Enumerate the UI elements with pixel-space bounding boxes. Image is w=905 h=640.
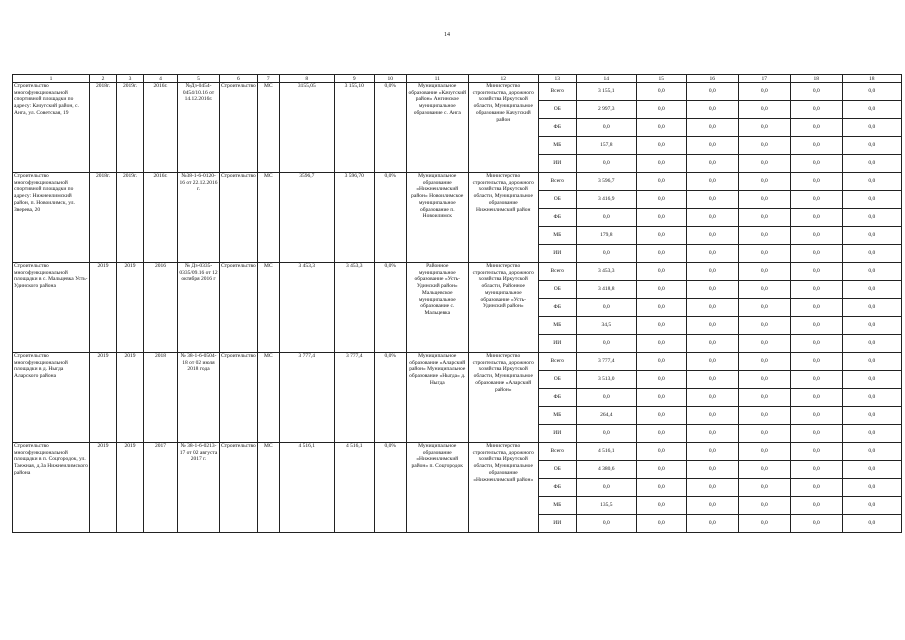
- funding-value: 0,0: [790, 101, 842, 119]
- funding-value: 0,0: [842, 137, 901, 155]
- funding-value: 0,0: [842, 407, 901, 425]
- funding-value: 0,0: [686, 515, 738, 533]
- column-number: 9: [334, 75, 374, 83]
- funding-value: 0,0: [636, 479, 686, 497]
- funding-value: 0,0: [790, 425, 842, 443]
- funding-value: 0,0: [686, 335, 738, 353]
- funding-value: 0,0: [636, 425, 686, 443]
- funding-value: 0,0: [636, 353, 686, 371]
- funding-value: 0,0: [738, 443, 790, 461]
- funding-value: 0,0: [738, 461, 790, 479]
- funding-value: 0,0: [636, 299, 686, 317]
- funding-value: 0,0: [686, 443, 738, 461]
- funding-value: 3 418,8: [576, 281, 636, 299]
- funding-value: 0,0: [790, 137, 842, 155]
- funding-value: 0,0: [790, 353, 842, 371]
- funding-value: 0,0: [576, 425, 636, 443]
- funding-value: 0,0: [686, 245, 738, 263]
- funding-value: 0,0: [738, 407, 790, 425]
- column-number: 8: [279, 75, 334, 83]
- funding-value: 0,0: [686, 155, 738, 173]
- funding-value: 2 997,3: [576, 101, 636, 119]
- column-number: 10: [374, 75, 406, 83]
- funding-value: 0,0: [790, 317, 842, 335]
- funding-value: 0,0: [636, 173, 686, 191]
- design-year: 2018: [144, 353, 178, 443]
- funding-source: ОБ: [538, 101, 576, 119]
- column-number: 11: [406, 75, 468, 83]
- object-name: Строительство многофункциональной площадки в д. Ныгда Аларского района: [13, 353, 90, 443]
- object-row: [13, 173, 902, 191]
- funding-value: 3 513,0: [576, 371, 636, 389]
- ms-code: МС: [257, 443, 279, 533]
- funding-value: 0,0: [738, 281, 790, 299]
- customer: Муниципальное образование «Нижнеилимский район» п. Соцгородок: [406, 443, 468, 533]
- funding-value: 3 155,1: [576, 83, 636, 101]
- funding-value: 0,0: [790, 461, 842, 479]
- funding-value: 0,0: [576, 479, 636, 497]
- funding-value: 0,0: [686, 299, 738, 317]
- funding-source: ФБ: [538, 479, 576, 497]
- start-year: 2018г.: [90, 173, 117, 263]
- funding-value: 0,0: [738, 371, 790, 389]
- object-row: [13, 353, 902, 371]
- funding-value: 3 416,9: [576, 191, 636, 209]
- funding-value: 0,0: [738, 479, 790, 497]
- funding-value: 0,0: [738, 227, 790, 245]
- start-year: 2019: [90, 263, 117, 353]
- funding-value: 0,0: [790, 515, 842, 533]
- funding-value: 0,0: [686, 101, 738, 119]
- funding-value: 0,0: [842, 119, 901, 137]
- funding-source: Всего: [538, 263, 576, 281]
- work-type: Строительство: [220, 173, 258, 263]
- funding-value: 0,0: [686, 479, 738, 497]
- column-number: 13: [538, 75, 576, 83]
- funding-source: ИИ: [538, 245, 576, 263]
- funding-value: 0,0: [842, 209, 901, 227]
- funding-value: 0,0: [738, 263, 790, 281]
- funding-value: 0,0: [790, 335, 842, 353]
- start-year: 2018г.: [90, 83, 117, 173]
- funding-value: 0,0: [790, 119, 842, 137]
- co-executor: Министерство строительства, дорожного хозяйства Иркутской области, Муниципальное образование «Аларский район»: [468, 353, 538, 443]
- funding-value: 0,0: [636, 191, 686, 209]
- funding-value: 0,0: [790, 209, 842, 227]
- funding-value: 0,0: [842, 497, 901, 515]
- remaining-cost: 3 155,10: [334, 83, 374, 173]
- funding-value: 0,0: [636, 245, 686, 263]
- end-year: 2019: [117, 263, 144, 353]
- column-number: 18: [842, 75, 901, 83]
- customer: Районное муниципальное образование «Усть-Удинский район» Мальцевское муниципальное образование с. Мальцевка: [406, 263, 468, 353]
- funding-value: 0,0: [738, 425, 790, 443]
- start-year: 2019: [90, 443, 117, 533]
- customer: Муниципальное образование «Аларский район» Муниципальное образование «Ныгда» д. Ныгда: [406, 353, 468, 443]
- funding-value: 0,0: [636, 155, 686, 173]
- funding-value: 0,0: [576, 155, 636, 173]
- design-year: 2017: [144, 443, 178, 533]
- co-executor: Министерство строительства, дорожного хозяйства Иркутской области, Муниципальное образование Качугский район: [468, 83, 538, 173]
- object-name: Строительство многофункциональной спортивной площадки по адресу: Качугский район, с. Анга, ул. Советская, 19: [13, 83, 90, 173]
- funding-value: 0,0: [576, 119, 636, 137]
- funding-value: 0,0: [686, 191, 738, 209]
- funding-value: 0,0: [738, 173, 790, 191]
- funding-source: ФБ: [538, 209, 576, 227]
- funding-value: 0,0: [576, 245, 636, 263]
- estimated-cost: 3155,05: [279, 83, 334, 173]
- funding-value: 3 777,4: [576, 353, 636, 371]
- funding-value: 0,0: [790, 407, 842, 425]
- object-name: Строительство многофункциональной спортивной площадки по адресу: Нижнеилимский район, п. Новоилимск, ул. Зверева, 20: [13, 173, 90, 263]
- end-year: 2019: [117, 443, 144, 533]
- expertise-document: №38-1-6-0120-16 от 22.12.2016 г.: [178, 173, 220, 263]
- funding-value: 0,0: [842, 245, 901, 263]
- funding-value: 0,0: [636, 101, 686, 119]
- funding-source: Всего: [538, 353, 576, 371]
- funding-value: 0,0: [686, 461, 738, 479]
- funding-value: 0,0: [842, 299, 901, 317]
- funding-value: 0,0: [636, 119, 686, 137]
- funding-source: ФБ: [538, 119, 576, 137]
- funding-value: 0,0: [686, 371, 738, 389]
- ms-code: МС: [257, 263, 279, 353]
- remaining-cost: 3 453,3: [334, 263, 374, 353]
- funding-value: 0,0: [842, 461, 901, 479]
- funding-source: МБ: [538, 407, 576, 425]
- funding-value: 0,0: [636, 209, 686, 227]
- funding-value: 0,0: [738, 389, 790, 407]
- column-number: 16: [686, 75, 738, 83]
- funding-source: Всего: [538, 443, 576, 461]
- readiness-percent: 0,0%: [374, 353, 406, 443]
- readiness-percent: 0,0%: [374, 173, 406, 263]
- co-executor: Министерство строительства, дорожного хозяйства Иркутской области, Районное муниципальное образование «Усть-Удинский район»: [468, 263, 538, 353]
- funding-value: 0,0: [636, 497, 686, 515]
- funding-value: 0,0: [686, 281, 738, 299]
- funding-value: 0,0: [842, 101, 901, 119]
- funding-value: 0,0: [738, 155, 790, 173]
- column-number: 17: [738, 75, 790, 83]
- funding-source: ОБ: [538, 461, 576, 479]
- funding-value: 0,0: [686, 497, 738, 515]
- column-number: 15: [636, 75, 686, 83]
- co-executor: Министерство строительства, дорожного хозяйства Иркутской области, Муниципальное образование «Нижнеилимский район»: [468, 443, 538, 533]
- funding-source: ОБ: [538, 371, 576, 389]
- ms-code: МС: [257, 173, 279, 263]
- funding-value: 0,0: [842, 335, 901, 353]
- funding-value: 0,0: [636, 371, 686, 389]
- design-year: 2016г.: [144, 173, 178, 263]
- funding-value: 0,0: [842, 83, 901, 101]
- funding-value: 0,0: [790, 83, 842, 101]
- funding-value: 0,0: [738, 299, 790, 317]
- column-number: 12: [468, 75, 538, 83]
- funding-source: ИИ: [538, 335, 576, 353]
- funding-value: 0,0: [738, 191, 790, 209]
- work-type: Строительство: [220, 353, 258, 443]
- funding-value: 0,0: [842, 371, 901, 389]
- column-number: 5: [178, 75, 220, 83]
- funding-value: 179,8: [576, 227, 636, 245]
- funding-source: ИИ: [538, 155, 576, 173]
- start-year: 2019: [90, 353, 117, 443]
- funding-value: 0,0: [738, 317, 790, 335]
- funding-value: 0,0: [636, 461, 686, 479]
- ms-code: МС: [257, 353, 279, 443]
- work-type: Строительство: [220, 443, 258, 533]
- object-name: Строительство многофункциональной площадки в п. Соцгородок, ул. Таежная, д.3а Нижнеилимского района: [13, 443, 90, 533]
- estimated-cost: 3 777,4: [279, 353, 334, 443]
- expertise-document: № Дз-0335-0335/09.16 от 12 октября 2016 г: [178, 263, 220, 353]
- column-number: 1: [13, 75, 90, 83]
- remaining-cost: 3 596,70: [334, 173, 374, 263]
- funding-value: 0,0: [790, 299, 842, 317]
- remaining-cost: 3 777,4: [334, 353, 374, 443]
- funding-value: 34,5: [576, 317, 636, 335]
- page-number: 14: [444, 32, 450, 38]
- funding-value: 0,0: [576, 389, 636, 407]
- funding-value: 0,0: [790, 443, 842, 461]
- funding-value: 0,0: [842, 479, 901, 497]
- expertise-document: №Дз-0454-0454/10.16 от 14.12.2016г.: [178, 83, 220, 173]
- funding-source: МБ: [538, 227, 576, 245]
- funding-value: 0,0: [790, 263, 842, 281]
- funding-source: МБ: [538, 317, 576, 335]
- funding-value: 0,0: [738, 83, 790, 101]
- funding-value: 4 516,1: [576, 443, 636, 461]
- funding-value: 0,0: [790, 191, 842, 209]
- funding-source: ОБ: [538, 191, 576, 209]
- work-type: Строительство: [220, 83, 258, 173]
- funding-value: 0,0: [738, 245, 790, 263]
- funding-value: 0,0: [636, 389, 686, 407]
- design-year: 2016: [144, 263, 178, 353]
- funding-value: 0,0: [636, 83, 686, 101]
- funding-value: 0,0: [738, 137, 790, 155]
- readiness-percent: 0,0%: [374, 263, 406, 353]
- funding-value: 0,0: [686, 353, 738, 371]
- funding-value: 0,0: [738, 119, 790, 137]
- estimated-cost: 3596,7: [279, 173, 334, 263]
- funding-value: 0,0: [686, 119, 738, 137]
- customer: Муниципальное образование «Качугский район» Ангинское муниципальное образование с. Анга: [406, 83, 468, 173]
- funding-value: 0,0: [842, 155, 901, 173]
- column-number: 14: [576, 75, 636, 83]
- funding-value: 0,0: [842, 263, 901, 281]
- funding-value: 0,0: [686, 263, 738, 281]
- funding-value: 0,0: [686, 389, 738, 407]
- funding-value: 0,0: [636, 227, 686, 245]
- funding-value: 0,0: [790, 371, 842, 389]
- funding-value: 0,0: [636, 443, 686, 461]
- column-number: 18: [790, 75, 842, 83]
- funding-source: Всего: [538, 173, 576, 191]
- end-year: 2019г.: [117, 173, 144, 263]
- funding-value: 0,0: [686, 209, 738, 227]
- funding-value: 0,0: [738, 101, 790, 119]
- end-year: 2019: [117, 353, 144, 443]
- funding-value: 3 453,3: [576, 263, 636, 281]
- funding-value: 0,0: [636, 281, 686, 299]
- funding-value: 264,4: [576, 407, 636, 425]
- funding-value: 0,0: [790, 497, 842, 515]
- object-row: [13, 443, 902, 461]
- expertise-document: № 38-1-6-0504-18 от 02 июля 2018 года: [178, 353, 220, 443]
- funding-value: 0,0: [842, 389, 901, 407]
- funding-value: 0,0: [790, 173, 842, 191]
- funding-value: 0,0: [636, 137, 686, 155]
- funding-value: 0,0: [790, 227, 842, 245]
- funding-value: 0,0: [842, 515, 901, 533]
- funding-source: ИИ: [538, 515, 576, 533]
- funding-value: 0,0: [842, 173, 901, 191]
- readiness-percent: 0,0%: [374, 443, 406, 533]
- work-type: Строительство: [220, 263, 258, 353]
- funding-value: 0,0: [842, 227, 901, 245]
- funding-value: 0,0: [842, 425, 901, 443]
- funding-value: 0,0: [842, 281, 901, 299]
- objects-table: [12, 74, 902, 533]
- funding-value: 0,0: [738, 335, 790, 353]
- funding-value: 0,0: [842, 191, 901, 209]
- end-year: 2019г.: [117, 83, 144, 173]
- design-year: 2016г.: [144, 83, 178, 173]
- funding-value: 0,0: [790, 479, 842, 497]
- funding-value: 0,0: [636, 317, 686, 335]
- funding-value: 0,0: [790, 281, 842, 299]
- column-number: 4: [144, 75, 178, 83]
- funding-value: 0,0: [738, 515, 790, 533]
- funding-value: 0,0: [686, 425, 738, 443]
- funding-value: 0,0: [790, 245, 842, 263]
- funding-value: 0,0: [636, 515, 686, 533]
- funding-value: 0,0: [686, 317, 738, 335]
- funding-value: 0,0: [636, 263, 686, 281]
- funding-value: 0,0: [790, 389, 842, 407]
- co-executor: Министерство строительства, дорожного хозяйства Иркутской области, Муниципальное образование Нижнеилимский район: [468, 173, 538, 263]
- customer: Муниципальное образование «Нижнеилимский район» Новоилимское муниципальное образование п. Новоилимск: [406, 173, 468, 263]
- funding-value: 0,0: [686, 137, 738, 155]
- funding-value: 0,0: [636, 407, 686, 425]
- funding-value: 0,0: [842, 317, 901, 335]
- funding-value: 0,0: [790, 155, 842, 173]
- estimated-cost: 4 516,1: [279, 443, 334, 533]
- funding-value: 0,0: [686, 407, 738, 425]
- readiness-percent: 0,0%: [374, 83, 406, 173]
- funding-value: 0,0: [576, 209, 636, 227]
- funding-value: 0,0: [576, 335, 636, 353]
- funding-source: МБ: [538, 137, 576, 155]
- funding-source: Всего: [538, 83, 576, 101]
- column-number: 7: [257, 75, 279, 83]
- ms-code: МС: [257, 83, 279, 173]
- funding-source: МБ: [538, 497, 576, 515]
- funding-value: 0,0: [738, 353, 790, 371]
- estimated-cost: 3 453,3: [279, 263, 334, 353]
- funding-source: ИИ: [538, 425, 576, 443]
- object-name: Строительство многофункциональной площадки в с. Мальцевка Усть-Удинского района: [13, 263, 90, 353]
- funding-value: 157,8: [576, 137, 636, 155]
- funding-value: 0,0: [842, 353, 901, 371]
- funding-value: 135,5: [576, 497, 636, 515]
- funding-value: 0,0: [738, 209, 790, 227]
- funding-value: 0,0: [738, 497, 790, 515]
- funding-value: 0,0: [842, 443, 901, 461]
- funding-value: 0,0: [576, 515, 636, 533]
- funding-source: ОБ: [538, 281, 576, 299]
- column-number: 6: [220, 75, 258, 83]
- column-number: 2: [90, 75, 117, 83]
- column-number: 3: [117, 75, 144, 83]
- funding-value: 0,0: [686, 83, 738, 101]
- funding-value: 0,0: [576, 299, 636, 317]
- funding-value: 3 596,7: [576, 173, 636, 191]
- funding-value: 0,0: [636, 335, 686, 353]
- remaining-cost: 4 516,1: [334, 443, 374, 533]
- funding-source: ФБ: [538, 389, 576, 407]
- object-row: [13, 263, 902, 281]
- column-number-row: [13, 75, 902, 83]
- expertise-document: № 38-1-6-0213-17 от 02 августа 2017 г.: [178, 443, 220, 533]
- funding-value: 4 380,6: [576, 461, 636, 479]
- funding-value: 0,0: [686, 173, 738, 191]
- funding-value: 0,0: [686, 227, 738, 245]
- funding-source: ФБ: [538, 299, 576, 317]
- object-row: [13, 83, 902, 101]
